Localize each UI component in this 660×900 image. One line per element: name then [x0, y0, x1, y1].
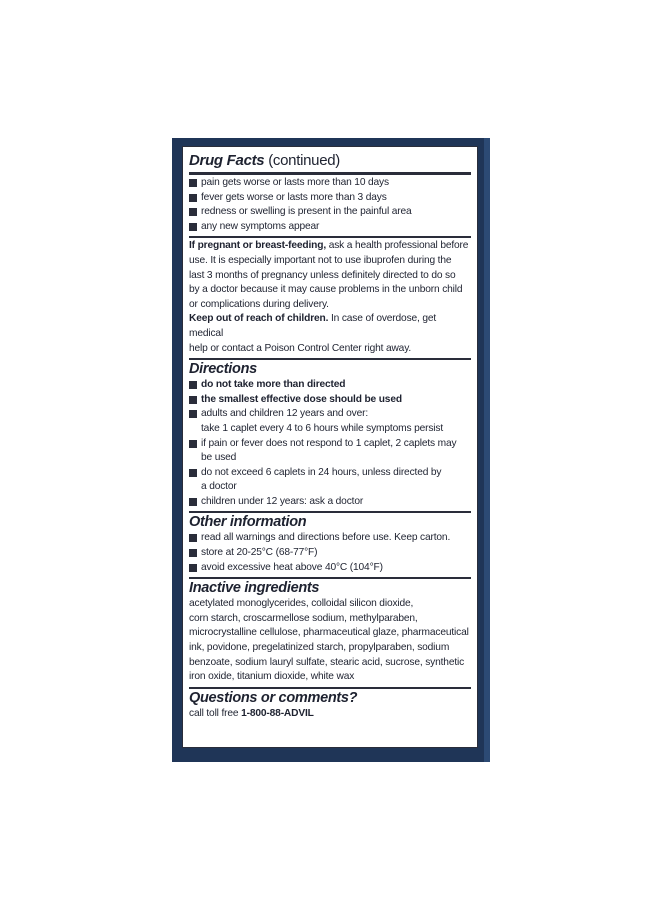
bullet-icon	[189, 469, 197, 477]
ingredients-line: acetylated monoglycerides, colloidal silicon dioxide,	[189, 598, 414, 610]
bullet-icon	[189, 208, 197, 216]
ingredients-line: microcrystalline cellulose, pharmaceutical glaze, pharmaceutical	[189, 627, 469, 639]
other-information-section	[189, 513, 471, 579]
drug-facts-title: Drug Facts (continued)	[189, 152, 340, 169]
list-item: any new symptoms appear	[189, 220, 471, 235]
list-item: children under 12 years: ask a doctor	[189, 495, 471, 510]
list-item-continuation: take 1 caplet every 4 to 6 hours while symptoms persist	[201, 422, 444, 434]
keep-out-line: help or contact a Poison Control Center right away.	[189, 342, 412, 354]
directions-title: Directions	[189, 361, 257, 378]
list-item: redness or swelling is present in the painful area	[189, 205, 471, 220]
bullet-icon	[189, 396, 197, 404]
list-item: do not exceed 6 caplets in 24 hours, unless directed by	[189, 466, 471, 481]
list-item: the smallest effective dose should be used	[189, 393, 471, 408]
list-item: fever gets worse or lasts more than 3 days	[189, 191, 471, 206]
inactive-ingredients-section	[189, 579, 471, 689]
ingredients-line: iron oxide, titanium dioxide, white wax	[189, 671, 355, 683]
drug-facts-header	[189, 151, 471, 174]
directions-section	[189, 360, 471, 513]
continued-label: (continued)	[268, 152, 340, 169]
list-item: avoid excessive heat above 40°C (104°F)	[189, 561, 471, 576]
ingredients-line: ink, povidone, pregelatinized starch, propylparaben, sodium	[189, 642, 450, 654]
bullet-icon	[189, 564, 197, 572]
list-item: read all warnings and directions before use. Keep carton.	[189, 531, 471, 546]
list-item: store at 20-25°C (68-77°F)	[189, 546, 471, 561]
ingredients-line: benzoate, sodium lauryl sulfate, stearic acid, sucrose, synthetic	[189, 656, 465, 668]
bullet-icon	[189, 410, 197, 418]
list-item: adults and children 12 years and over:	[189, 407, 471, 422]
carton-background	[172, 138, 490, 762]
pregnancy-line: last 3 months of pregnancy unless definitely directed to do so	[189, 269, 456, 281]
questions-title: Questions or comments?	[189, 689, 358, 706]
bullet-icon	[189, 194, 197, 202]
bullet-icon	[189, 549, 197, 557]
phone-line: call toll free 1-800-88-ADVIL	[189, 707, 314, 719]
bullet-icon	[189, 179, 197, 187]
pregnancy-line: or complications during delivery.	[189, 298, 329, 310]
questions-section	[189, 689, 471, 724]
pregnancy-line: If pregnant or breast-feeding, ask a health professional before	[189, 240, 469, 252]
list-item: pain gets worse or lasts more than 10 days	[189, 176, 471, 191]
list-item: do not take more than directed	[189, 378, 471, 393]
inactive-ingredients-title: Inactive ingredients	[189, 580, 320, 597]
pregnancy-line: by a doctor because it may cause problems in the unborn child	[189, 284, 463, 296]
list-item-continuation: a doctor	[201, 481, 237, 493]
bullet-icon	[189, 223, 197, 231]
stop-use-section	[189, 174, 471, 238]
list-item: if pain or fever does not respond to 1 caplet, 2 caplets may	[189, 437, 471, 452]
pregnancy-section	[189, 238, 471, 360]
bullet-icon	[189, 534, 197, 542]
bullet-icon	[189, 381, 197, 389]
bullet-icon	[189, 440, 197, 448]
list-item-continuation: be used	[201, 452, 237, 464]
bullet-icon	[189, 498, 197, 506]
other-information-title: Other information	[189, 514, 307, 531]
phone-number: 1-800-88-ADVIL	[241, 707, 314, 719]
ingredients-line: corn starch, croscarmellose sodium, methylparaben,	[189, 612, 418, 624]
keep-out-line: Keep out of reach of children. In case of overdose, get medical	[189, 313, 437, 339]
drug-facts-panel	[182, 146, 478, 748]
pregnancy-line: use. It is especially important not to use ibuprofen during the	[189, 254, 452, 266]
